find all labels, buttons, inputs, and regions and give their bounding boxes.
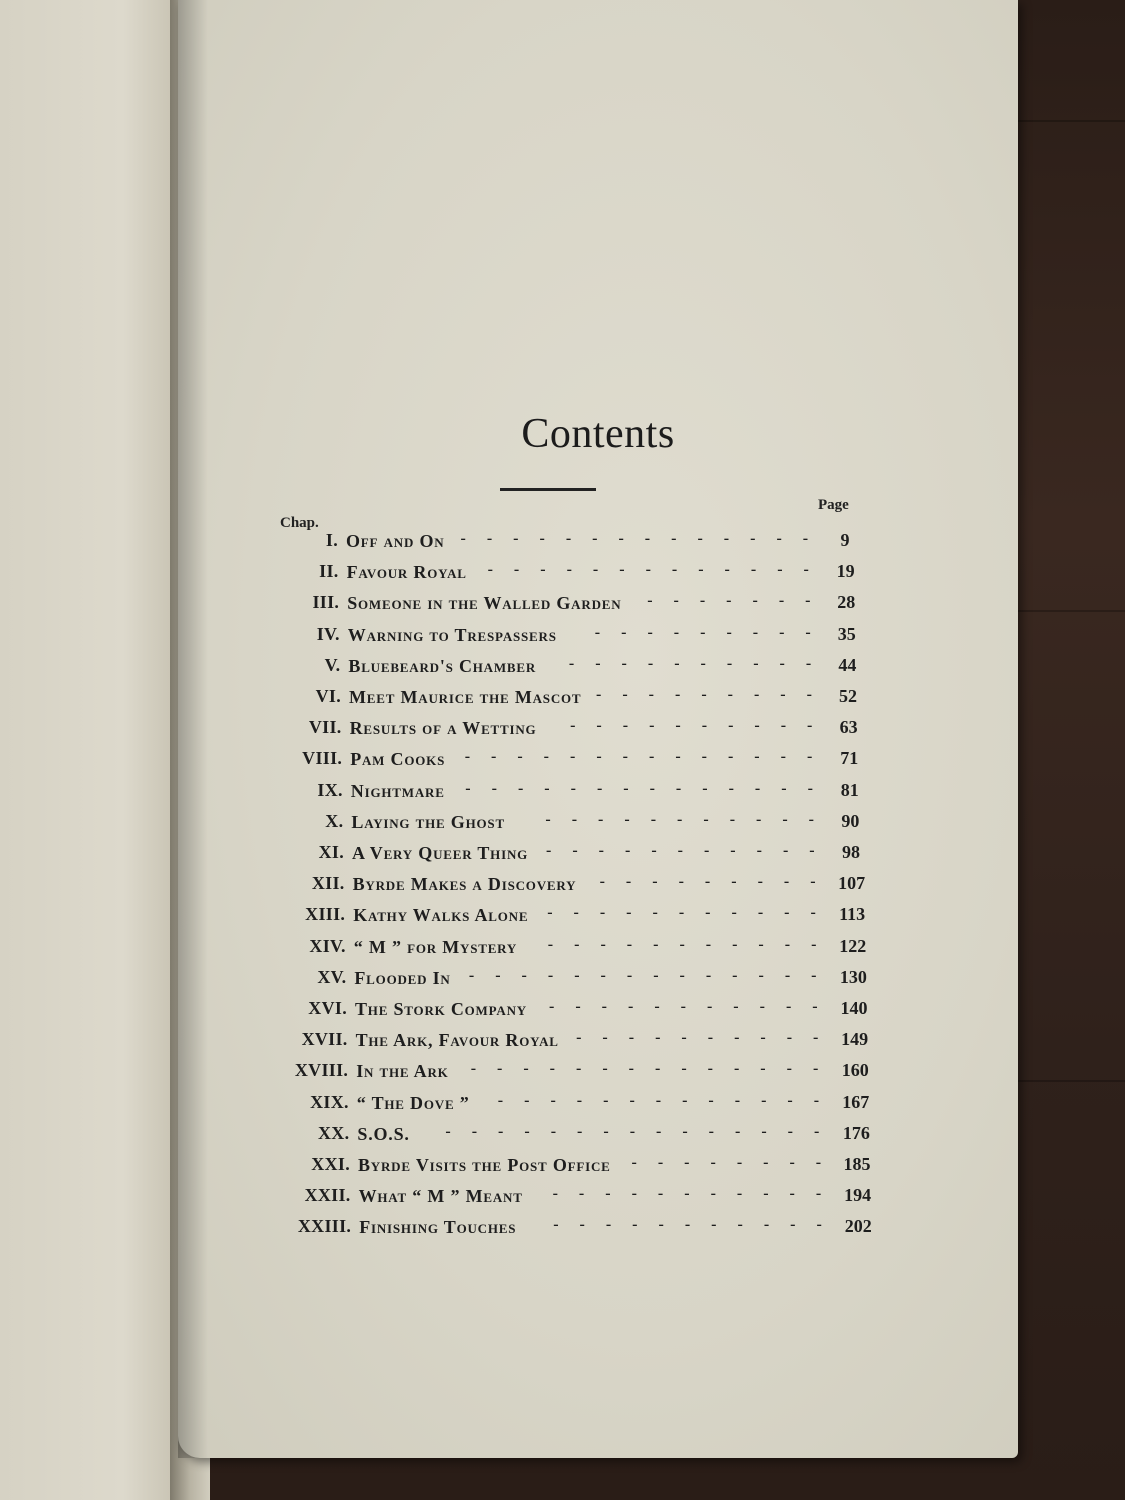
chapter-title: Someone in the Walled Garden — [347, 593, 622, 614]
chapter-page-number: 90 — [841, 810, 860, 831]
chapter-title: Results of a Wetting — [349, 718, 537, 739]
chapter-title: Laying the Ghost — [351, 811, 505, 832]
chapter-page-number: 194 — [844, 1185, 872, 1206]
chapter-page-number: 52 — [839, 686, 857, 706]
toc-entry — [280, 1060, 880, 1088]
leader-dashes: -------------- — [465, 779, 834, 797]
toc-entry — [283, 1185, 883, 1213]
leader-dashes: -------- — [631, 1154, 843, 1171]
chapter-page-number: 28 — [837, 592, 856, 613]
chapter-page-number: 107 — [838, 873, 866, 894]
chapter-title: Byrde Makes a Discovery — [352, 874, 577, 895]
chapter-number: XIV. — [309, 935, 346, 956]
chapter-page-number: 130 — [839, 966, 867, 987]
toc-entry — [282, 1154, 882, 1182]
chapter-title: Warning to Trespassers — [347, 624, 557, 645]
chapter-title: The Stork Company — [355, 999, 527, 1019]
leader-dashes: ---------- — [568, 654, 833, 672]
chapter-number: XVI. — [308, 998, 347, 1018]
toc-entry — [277, 873, 877, 901]
chapter-title: Bluebeard's Chamber — [348, 655, 537, 676]
leader-dashes: --------------- — [445, 1122, 841, 1140]
chapter-number: III. — [312, 592, 340, 613]
toc-entry — [274, 748, 874, 776]
leader-dashes: ---------- — [570, 717, 834, 735]
toc-entry — [272, 624, 872, 652]
leader-dashes: ----------- — [546, 842, 836, 859]
toc-entry — [271, 592, 871, 620]
chapter-page-number: 63 — [839, 717, 858, 738]
chapter-page-number: 35 — [837, 623, 856, 644]
chapter-column-header: Chap. — [280, 515, 319, 531]
chapter-title: Meet Maurice the Mascot — [349, 687, 582, 707]
leader-dashes: -------------- — [468, 966, 838, 984]
toc-entry — [278, 936, 878, 964]
page-title: Contents — [521, 411, 675, 457]
chapter-title: In the Ark — [356, 1061, 449, 1082]
toc-entry — [281, 1092, 881, 1120]
chapter-number: XIII. — [305, 904, 346, 925]
chapter-page-number: 176 — [842, 1122, 870, 1143]
chapter-page-number: 185 — [843, 1154, 871, 1174]
leader-dashes: ----------- — [553, 1216, 843, 1234]
chapter-page-number: 19 — [836, 561, 855, 582]
chapter-number: XII. — [311, 873, 345, 894]
toc-entry — [279, 998, 879, 1026]
chapter-title: Finishing Touches — [359, 1217, 517, 1238]
chapter-page-number: 71 — [840, 748, 859, 769]
chapter-page-number: 140 — [840, 998, 868, 1018]
chapter-title: Pam Cooks — [350, 749, 446, 770]
leader-dashes: ----------- — [552, 1185, 843, 1203]
chapter-number: VI. — [315, 686, 341, 706]
chapter-page-number: 81 — [840, 779, 859, 800]
chapter-title: What “ M ” Meant — [358, 1186, 523, 1207]
toc-entry — [280, 1029, 880, 1057]
chapter-number: IX. — [317, 779, 343, 800]
chapter-title: Flooded In — [354, 967, 451, 988]
chapter-number: X. — [325, 810, 344, 831]
page-column-header: Page — [818, 497, 849, 513]
chapter-page-number: 98 — [842, 842, 860, 862]
chapter-title: Off and On — [346, 531, 445, 551]
chapter-number: IV. — [316, 623, 340, 644]
toc-entry — [275, 780, 875, 808]
chapter-page-number: 167 — [842, 1091, 870, 1112]
chapter-page-number: 9 — [840, 530, 850, 550]
leader-dashes: ------------- — [497, 1091, 841, 1109]
leader-dashes: ---------- — [576, 1029, 840, 1047]
leader-dashes: ----------- — [545, 810, 835, 828]
chapter-number: VIII. — [302, 748, 343, 769]
chapter-title: The Ark, Favour Royal — [355, 1030, 559, 1051]
chapter-title: Kathy Walks Alone — [353, 905, 529, 926]
leader-dashes: --------- — [594, 623, 832, 641]
leader-dashes: --------- — [596, 686, 833, 703]
leader-dashes: ------------- — [487, 561, 830, 579]
chapter-title: “ The Dove ” — [356, 1092, 470, 1113]
chapter-page-number: 149 — [841, 1029, 869, 1050]
toc-entry — [271, 561, 871, 589]
title-rule — [500, 488, 596, 491]
chapter-title: S.O.S. — [357, 1123, 410, 1144]
leader-dashes: --------- — [599, 873, 837, 891]
chapter-number: XX. — [317, 1122, 350, 1143]
leader-dashes: -------------- — [464, 748, 834, 766]
chapter-number: XXII. — [304, 1185, 351, 1206]
chapter-number: XXI. — [311, 1154, 350, 1174]
chapter-page-number: 113 — [839, 904, 866, 925]
chapter-page-number: 44 — [838, 654, 857, 675]
toc-entry — [275, 811, 875, 839]
chapter-number: XXIII. — [297, 1216, 352, 1237]
chapter-number: XVIII. — [294, 1060, 349, 1081]
toc-entry — [272, 655, 872, 683]
leader-dashes: ----------- — [547, 904, 837, 922]
chapter-number: V. — [324, 654, 341, 675]
leader-dashes: -------------- — [470, 1060, 840, 1078]
leader-dashes: ------- — [647, 592, 832, 610]
toc-entry — [273, 686, 873, 714]
chapter-title: Favour Royal — [346, 562, 467, 583]
chapter-page-number: 160 — [841, 1060, 869, 1081]
chapter-page-number: 122 — [839, 935, 867, 956]
chapter-number: VII. — [308, 717, 342, 738]
toc-entry — [277, 904, 877, 932]
chapter-page-number: 202 — [844, 1216, 872, 1237]
toc-entry — [274, 717, 874, 745]
chapter-title: A Very Queer Thing — [352, 843, 529, 863]
chapter-title: Byrde Visits the Post Office — [358, 1155, 611, 1175]
gutter-shadow — [178, 0, 208, 1458]
leader-dashes: ----------- — [549, 998, 839, 1015]
toc-entry — [276, 842, 876, 870]
toc-entry — [270, 530, 870, 558]
chapter-number: XI. — [318, 842, 344, 862]
leader-dashes: ----------- — [547, 935, 838, 953]
chapter-number: II. — [319, 561, 339, 582]
chapter-title: “ M ” for Mystery — [353, 936, 518, 957]
toc-entry — [283, 1216, 883, 1244]
chapter-number: XIX. — [310, 1091, 349, 1112]
chapter-title: Nightmare — [350, 780, 445, 801]
toc-entry — [278, 967, 878, 995]
chapter-number: XV. — [317, 966, 347, 987]
leader-dashes: -------------- — [460, 530, 830, 547]
chapter-number: XVII. — [301, 1029, 348, 1050]
chapter-number: I. — [325, 530, 338, 550]
toc-entry — [281, 1123, 881, 1151]
